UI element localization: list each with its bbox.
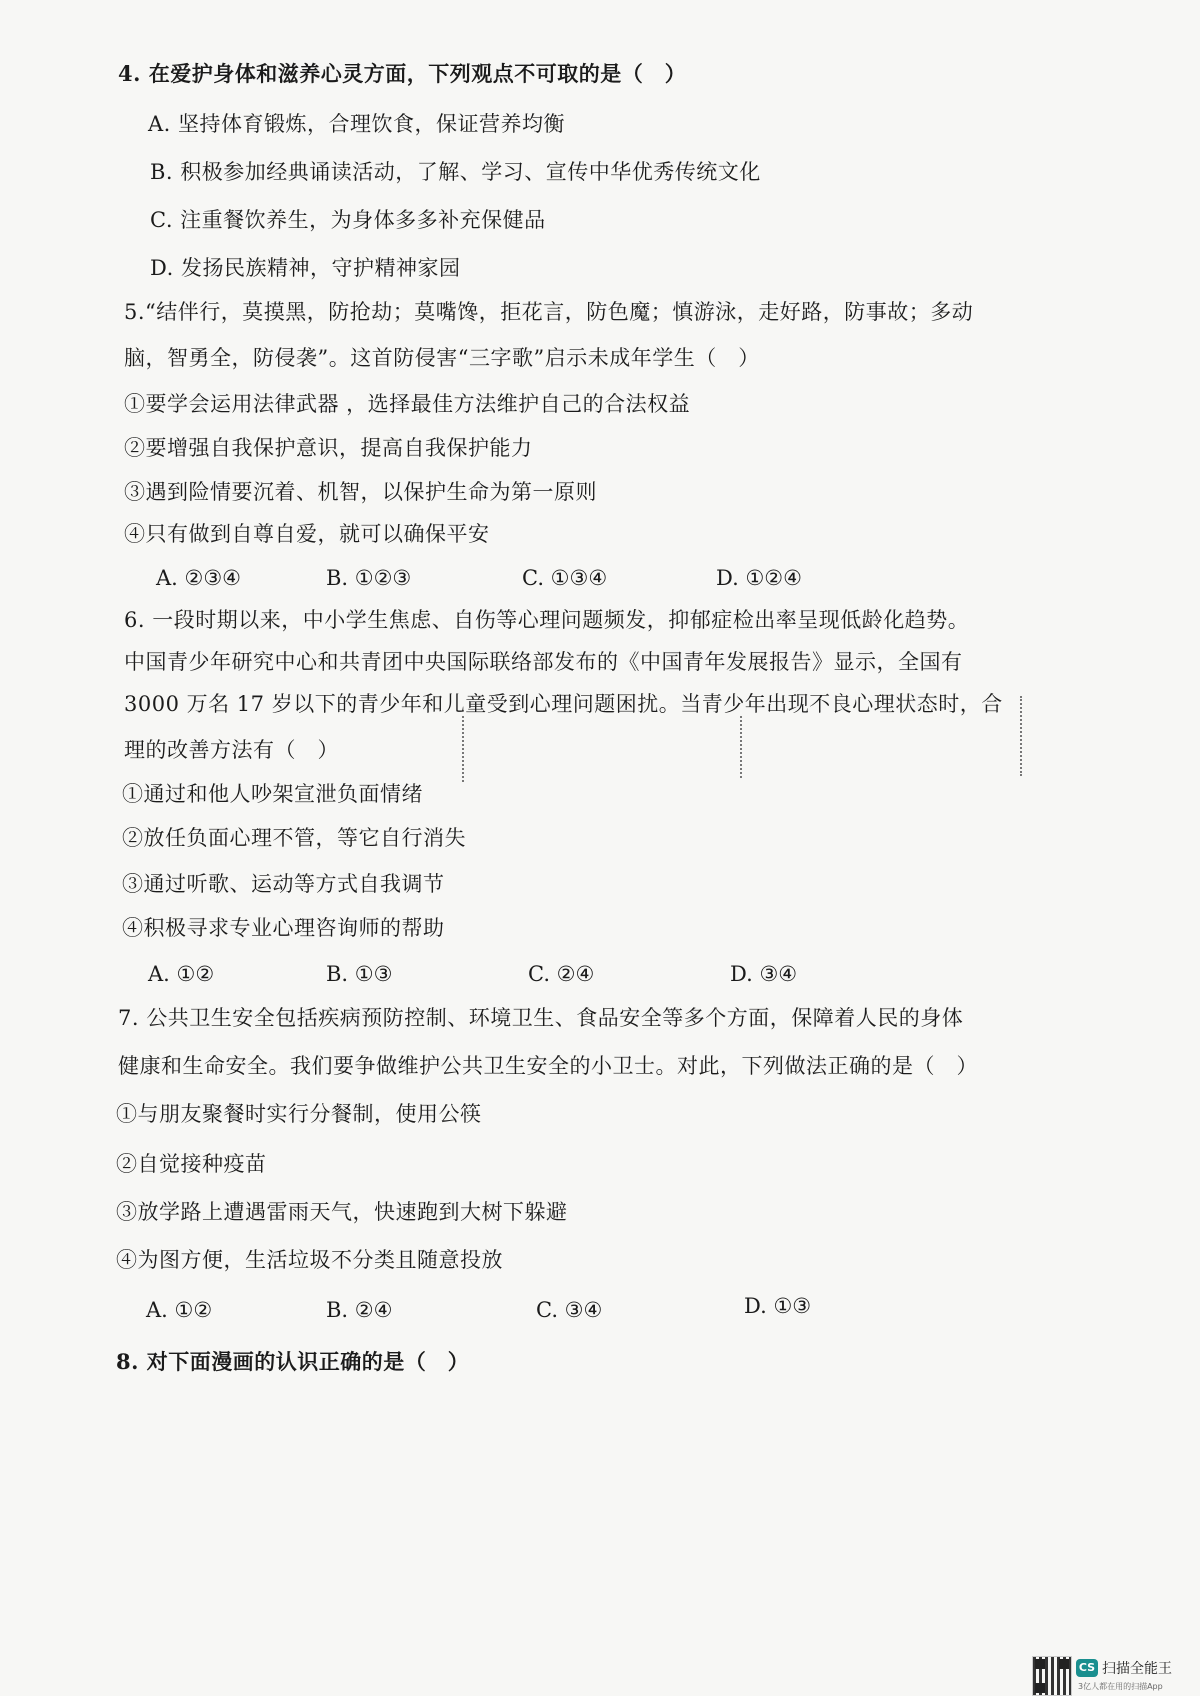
q4-stem: 4. 在爱护身体和滋养心灵方面，下列观点不可取的是（ ）	[118, 61, 687, 86]
q5-item-1: ①要学会运用法律武器 ，选择最佳方法维护自己的合法权益	[124, 392, 691, 416]
q8-stem: 8. 对下面漫画的认识正确的是（ ）	[116, 1349, 470, 1374]
scan-artifact-dots	[462, 716, 466, 782]
q5-stem-line1: 5.“结伴行，莫摸黑，防抢劫；莫嘴馋，拒花言，防色魔；慎游泳，走好路，防事故；多动	[124, 300, 974, 324]
q6-stem-line1: 6. 一段时期以来，中小学生焦虑、自伤等心理问题频发，抑郁症检出率呈现低龄化趋势。	[124, 608, 970, 632]
q4-option-c: C. 注重餐饮养生，为身体多多补充保健品	[150, 208, 546, 232]
q7-choice-d: D. ①③	[744, 1294, 812, 1318]
q7-item-1: ①与朋友聚餐时实行分餐制，使用公筷	[116, 1102, 482, 1126]
q7-stem-line2: 健康和生命安全。我们要争做维护公共卫生安全的小卫士。对此，下列做法正确的是（ ）	[118, 1054, 978, 1078]
q6-item-3: ③通过听歌、运动等方式自我调节	[122, 872, 445, 896]
q6-choice-b: B. ①③	[326, 962, 393, 986]
q6-stem-line4: 理的改善方法有（ ）	[124, 738, 339, 762]
q7-item-2: ②自觉接种疫苗	[116, 1152, 267, 1176]
q7-choice-a: A. ①②	[146, 1298, 213, 1322]
q6-choice-a: A. ①②	[148, 962, 215, 986]
q5-item-4: ④只有做到自尊自爱，就可以确保平安	[124, 522, 490, 546]
q5-choice-c: C. ①③④	[522, 566, 608, 590]
scan-artifact-dots	[740, 716, 744, 778]
q7-choice-c: C. ③④	[536, 1298, 603, 1322]
q6-item-1: ①通过和他人吵架宣泄负面情绪	[122, 782, 423, 806]
qr-code-icon	[1032, 1656, 1072, 1696]
q7-stem-line1: 7. 公共卫生安全包括疾病预防控制、环境卫生、食品安全等多个方面，保障着人民的身体	[118, 1006, 964, 1030]
q6-choice-c: C. ②④	[528, 962, 595, 986]
q6-choice-d: D. ③④	[730, 962, 798, 986]
watermark-subtitle: 3亿人都在用的扫描App	[1078, 1682, 1163, 1691]
q4-option-b: B. 积极参加经典诵读活动，了解、学习、宣传中华优秀传统文化	[150, 160, 761, 184]
watermark-name: 扫描全能王	[1102, 1661, 1172, 1677]
q5-choice-a: A. ②③④	[156, 566, 241, 590]
q6-stem-line3: 3000 万名 17 岁以下的青少年和儿童受到心理问题困扰。当青少年出现不良心理状态时，合	[124, 692, 1003, 716]
q4-option-d: D. 发扬民族精神，守护精神家园	[150, 256, 461, 280]
q7-choice-b: B. ②④	[326, 1298, 393, 1322]
camscanner-logo-icon: CS	[1076, 1659, 1098, 1677]
q5-item-3: ③遇到险情要沉着、机智，以保护生命为第一原则	[124, 480, 597, 504]
q5-stem-line2: 脑，智勇全，防侵袭”。这首防侵害“三字歌”启示未成年学生（ ）	[124, 346, 760, 370]
q5-item-2: ②要增强自我保护意识，提高自我保护能力	[124, 436, 533, 460]
scan-artifact-dots	[1020, 696, 1024, 776]
q5-choice-d: D. ①②④	[716, 566, 802, 590]
q6-stem-line2: 中国青少年研究中心和共青团中央国际联络部发布的《中国青年发展报告》显示，全国有	[124, 650, 963, 674]
q7-item-3: ③放学路上遭遇雷雨天气，快速跑到大树下躲避	[116, 1200, 568, 1224]
q5-choice-b: B. ①②③	[326, 566, 412, 590]
q7-item-4: ④为图方便，生活垃圾不分类且随意投放	[116, 1248, 503, 1272]
q4-option-a: A. 坚持体育锻炼，合理饮食，保证营养均衡	[148, 112, 566, 136]
q6-item-2: ②放任负面心理不管，等它自行消失	[122, 826, 466, 850]
q6-item-4: ④积极寻求专业心理咨询师的帮助	[122, 916, 445, 940]
